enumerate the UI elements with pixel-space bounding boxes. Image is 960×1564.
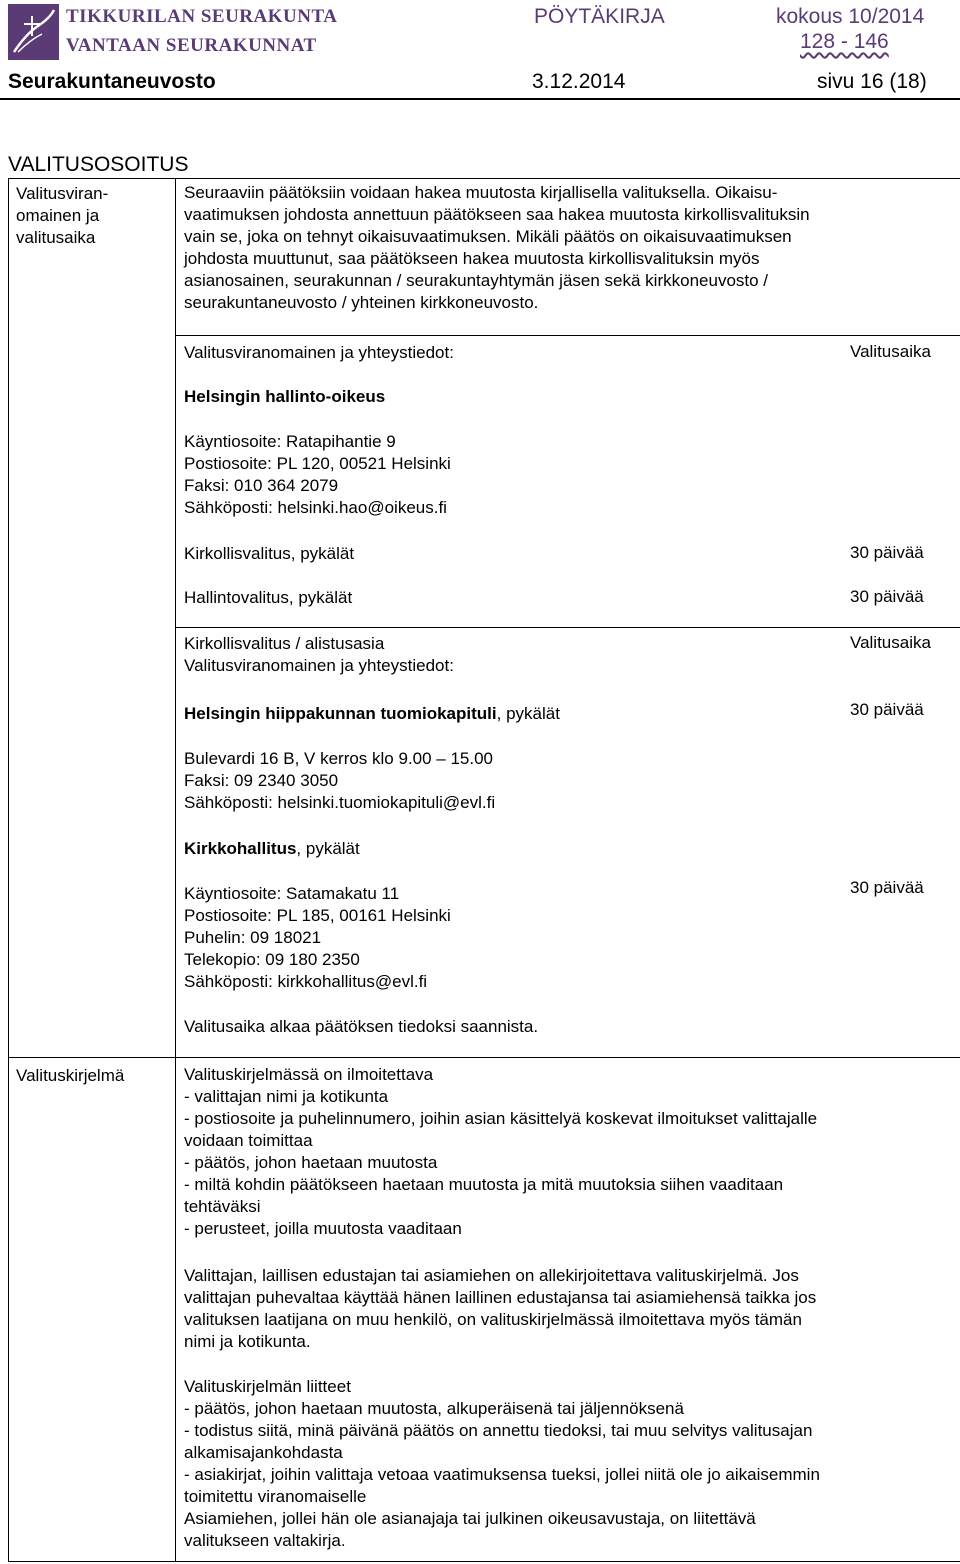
attachment-line: Asiamiehen, jollei hän ole asianajaja tai julkinen oikeusavustaja, on liitettävä <box>184 1509 756 1528</box>
table-middle-border <box>175 178 176 1562</box>
row1-label-line: omainen ja <box>16 206 100 225</box>
court-contact-line: Sähköposti: helsinki.hao@oikeus.fi <box>184 498 447 517</box>
board-line <box>184 838 360 860</box>
intro-paragraph <box>184 182 954 314</box>
chapter-line <box>184 703 560 725</box>
intro-line: asianosainen, seurakunnan / seurakuntayhtymän jäsen sekä kirkkoneuvosto / <box>184 271 769 290</box>
table-top-border <box>8 178 960 179</box>
court-contact-line: Käyntiosoite: Ratapihantie 9 <box>184 432 396 451</box>
signature-paragraph <box>184 1265 954 1353</box>
requirement-line: Valituskirjelmässä on ilmoitettava <box>184 1065 434 1084</box>
admin-appeal-time: 30 päivää <box>850 587 924 606</box>
row2-label: Valituskirjelmä <box>16 1066 125 1085</box>
row1-label <box>16 183 166 249</box>
requirement-line: - postiosoite ja puhelinnumero, joihin asian käsittelyä koskevat ilmoitukset valittajalle <box>184 1109 818 1128</box>
requirement-line: - perusteet, joilla muutosta vaaditaan <box>184 1219 462 1238</box>
attachments-paragraph <box>184 1376 954 1552</box>
logo-text-parish: TIKKURILAN SEURAKUNTA <box>66 6 338 27</box>
section-title: VALITUSOSOITUS <box>8 153 189 176</box>
chapter-contact <box>184 748 495 814</box>
signature-line: Valittajan, laillisen edustajan tai asiamiehen on allekirjoitettava valituskirjelmä. Jos <box>184 1266 799 1285</box>
signature-line: nimi ja kotikunta. <box>184 1332 311 1351</box>
board-name: Kirkkohallitus <box>184 839 297 858</box>
governing-body: Seurakuntaneuvosto <box>8 70 216 93</box>
court-contact-line: Faksi: 010 364 2079 <box>184 476 339 495</box>
section-range-text: 128 - 146 <box>800 30 889 53</box>
requirement-line: - päätös, johon haetaan muutosta <box>184 1153 438 1172</box>
church-logo <box>8 4 59 60</box>
table-left-border <box>8 178 9 1562</box>
logo-text-union: VANTAAN SEURAKUNNAT <box>66 35 317 56</box>
requirement-line: - valittajan nimi ja kotikunta <box>184 1087 389 1106</box>
intro-line: Seuraaviin päätöksiin voidaan hakea muutosta kirjallisella valituksella. Oikaisu- <box>184 183 778 202</box>
chapter-time: 30 päivää <box>850 700 924 719</box>
attachment-line: alkamisajankohdasta <box>184 1443 343 1462</box>
intro-line: johdosta muuttunut, saa päätökseen hakea muutosta kirkollisvalituksin myös <box>184 249 760 268</box>
chapter-contact-line: Bulevardi 16 B, V kerros klo 9.00 – 15.00 <box>184 749 494 768</box>
signature-line: valituksen laatijana on muu henkilö, on valituskirjelmässä ilmoitettava myös tämän <box>184 1310 802 1329</box>
section-range <box>800 30 889 54</box>
attachment-line: Valituskirjelmän liitteet <box>184 1377 351 1396</box>
church-appeal-time: 30 päivää <box>850 543 924 562</box>
attachment-line: - asiakirjat, joihin valittaja vetoaa vaatimuksensa tueksi, jollei niitä ole jo aikaisemmin <box>184 1465 820 1484</box>
appeal-requirements <box>184 1064 954 1240</box>
requirement-line: - miltä kohdin päätökseen haetaan muutosta ja mitä muutoksia siihen vaaditaan <box>184 1175 784 1194</box>
attachment-line: - päätös, johon haetaan muutosta, alkuperäisenä tai jäljennöksenä <box>184 1399 684 1418</box>
board-contact-line: Telekopio: 09 180 2350 <box>184 950 360 969</box>
church-appeal-label: Kirkollisvalitus, pykälät <box>184 544 355 563</box>
board-contact-line: Postiosoite: PL 185, 00161 Helsinki <box>184 906 451 925</box>
chapter-contact-line: Sähköposti: helsinki.tuomiokapituli@evl.fi <box>184 793 496 812</box>
intro-line: vaatimuksen johdosta annettuun päätökseen saa hakea muutosta kirkollisvalituksin <box>184 205 810 224</box>
authority-header-rule <box>176 335 960 336</box>
attachment-line: - todistus siitä, minä päivänä päätös on annettu tiedoksi, tai muu selvitys valitusajan <box>184 1421 813 1440</box>
board-contact <box>184 883 451 993</box>
board-contact-line: Puhelin: 09 18021 <box>184 928 322 947</box>
attachment-line: valitukseen valtakirja. <box>184 1531 346 1550</box>
chapter-contact-line: Faksi: 09 2340 3050 <box>184 771 339 790</box>
signature-line: valittajan puhevaltaa käyttää hänen laillinen edustajansa tai asiamiehensä taikka jos <box>184 1288 817 1307</box>
church-appeal-sub-label: Kirkollisvalitus / alistusasia <box>184 634 385 653</box>
intro-line: seurakuntaneuvosto / yhteinen kirkkoneuvosto. <box>184 293 539 312</box>
meeting-date: 3.12.2014 <box>532 70 626 93</box>
meeting-number: kokous 10/2014 <box>776 5 925 28</box>
requirement-line: voidaan toimittaa <box>184 1131 313 1150</box>
time-heading: Valitusaika <box>850 342 931 361</box>
board-contact-line: Sähköposti: kirkkohallitus@evl.fi <box>184 972 428 991</box>
board-time: 30 päivää <box>850 878 924 897</box>
row1-label-line: valitusaika <box>16 228 96 247</box>
court-contact <box>184 431 451 519</box>
requirement-line: tehtäväksi <box>184 1197 261 1216</box>
header-divider <box>0 98 960 100</box>
chapter-name: Helsingin hiippakunnan tuomiokapituli <box>184 704 497 723</box>
row1-label-line: Valitusviran- <box>16 184 109 203</box>
chapter-suffix: , pykälät <box>496 704 560 723</box>
row-divider <box>8 1057 960 1058</box>
court-name: Helsingin hallinto-oikeus <box>184 387 386 406</box>
authority-heading: Valitusviranomainen ja yhteystiedot: <box>184 343 454 362</box>
board-contact-line: Käyntiosoite: Satamakatu 11 <box>184 884 400 903</box>
page-number: sivu 16 (18) <box>817 70 927 93</box>
board-suffix: , pykälät <box>296 839 360 858</box>
admin-appeal-label: Hallintovalitus, pykälät <box>184 588 353 607</box>
court-contact-line: Postiosoite: PL 120, 00521 Helsinki <box>184 454 451 473</box>
time-note: Valitusaika alkaa päätöksen tiedoksi saannista. <box>184 1017 539 1036</box>
intro-line: vain se, joka on tehnyt oikaisuvaatimuksen. Mikäli päätös on oikaisuvaatimuksen <box>184 227 792 246</box>
subsection-rule <box>176 627 960 628</box>
document-type: PÖYTÄKIRJA <box>534 5 665 28</box>
logo-emblem-icon <box>8 4 59 60</box>
church-appeal-sub-time: Valitusaika <box>850 633 931 652</box>
attachment-line: toimitettu viranomaiselle <box>184 1487 367 1506</box>
authority-heading-2: Valitusviranomainen ja yhteystiedot: <box>184 656 454 675</box>
table-bottom-border <box>8 1561 960 1562</box>
